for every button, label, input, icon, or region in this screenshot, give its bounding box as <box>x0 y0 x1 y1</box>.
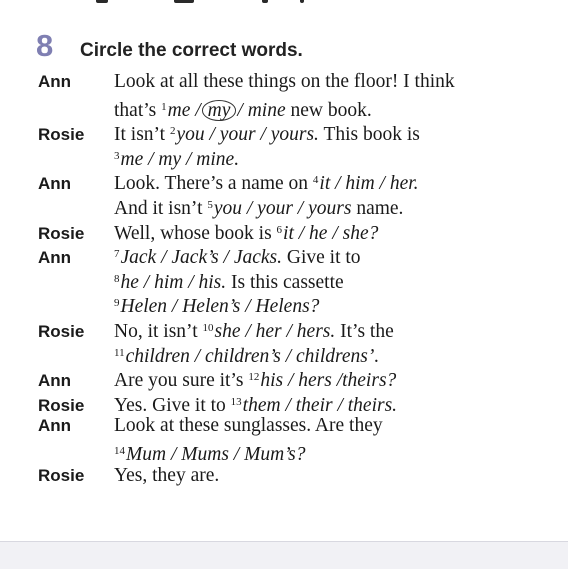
text-segment: Yes. Give it to <box>114 394 231 416</box>
answer-options: children / children’s / childrens’. <box>125 345 380 367</box>
dialogue-line <box>38 414 558 439</box>
item-number: 9 <box>114 297 120 310</box>
dialogue-line <box>38 439 558 464</box>
dialogue-line <box>38 242 558 267</box>
item-number: 3 <box>114 149 120 162</box>
dialogue-line <box>38 291 558 316</box>
dialogue-line <box>38 70 558 95</box>
exercise-title: Circle the correct words. <box>80 40 303 61</box>
answer-options: me / <box>167 99 201 121</box>
answer-options: it / him / her. <box>319 173 419 195</box>
answer-options: you / your / yours. <box>176 124 319 146</box>
item-number: 2 <box>169 125 176 138</box>
dialogue-line <box>38 95 558 120</box>
text-segment: that’s <box>114 99 162 121</box>
item-number: 11 <box>114 346 125 359</box>
dialogue-line <box>38 168 558 193</box>
item-number: 8 <box>114 272 120 285</box>
dialogue-line <box>38 218 558 243</box>
item-number: 7 <box>114 248 120 261</box>
dialogue <box>38 70 558 488</box>
speaker-name: Ann <box>38 174 72 194</box>
speaker-name: Ann <box>38 371 72 391</box>
dialogue-line <box>38 390 558 415</box>
text-segment: Look at these sunglasses. Are they <box>114 415 383 437</box>
exercise-header <box>36 28 303 64</box>
previous-section-edge <box>0 0 568 6</box>
dialogue-line <box>38 267 558 292</box>
item-number: 14 <box>114 444 125 457</box>
item-number: 5 <box>207 198 213 211</box>
item-number: 12 <box>248 371 260 384</box>
answer-options: Helen / Helen’s / Helens? <box>120 296 320 318</box>
answer-options: Mum / Mums / Mum’s? <box>126 443 306 465</box>
answer-options: his / hers /theirs? <box>260 370 397 392</box>
dialogue-line <box>38 119 558 144</box>
item-number: 6 <box>276 223 283 236</box>
dialogue-line <box>38 365 558 390</box>
dialogue-line <box>38 193 558 218</box>
answer-options: / mine <box>237 99 286 121</box>
text-segment: And it isn’t <box>114 197 208 219</box>
speaker-name: Rosie <box>38 125 85 145</box>
line-text <box>114 70 455 95</box>
answer-options: you / your / yours <box>213 197 352 219</box>
speaker-name: Rosie <box>38 321 85 341</box>
answer-options: he / him / his. <box>120 271 227 293</box>
dialogue-line <box>38 316 558 341</box>
dialogue-line <box>38 341 558 366</box>
text-segment: Give it to <box>282 247 361 269</box>
answer-options: she / her / hers. <box>214 320 336 342</box>
speaker-name: Rosie <box>38 223 85 243</box>
text-segment: This book is <box>318 124 420 146</box>
text-segment: Look at all these things on the floor! I think <box>114 71 455 92</box>
answer-options: me / my / mine. <box>120 148 240 170</box>
text-segment: No, it isn’t <box>114 320 203 342</box>
exercise-number: 8 <box>36 28 54 63</box>
text-segment: new book. <box>285 99 372 121</box>
text-segment: Are you sure it’s <box>114 370 249 392</box>
text-segment: name. <box>351 197 404 219</box>
text-segment: Yes, they are. <box>114 464 220 486</box>
answer-options: it / he / she? <box>283 222 379 244</box>
answer-options: them / their / theirs. <box>242 394 398 416</box>
text-segment: Look. There’s a name on <box>114 173 313 195</box>
item-number: 4 <box>312 174 319 187</box>
text-segment: Is this cassette <box>226 271 344 293</box>
item-number: 1 <box>161 100 167 113</box>
line-text <box>114 414 383 439</box>
text-segment: It’s the <box>335 320 394 342</box>
text-segment: It isn’t <box>114 124 170 146</box>
answer-options: Jack / Jack’s / Jacks. <box>120 247 283 269</box>
circled-answer: my <box>202 100 237 121</box>
page-footer-band <box>0 541 568 569</box>
item-number: 13 <box>230 395 242 408</box>
speaker-name: Rosie <box>38 395 85 415</box>
text-segment: Well, whose book is <box>114 222 277 244</box>
item-number: 10 <box>202 321 214 334</box>
speaker-name: Ann <box>38 248 72 268</box>
speaker-name: Ann <box>38 416 72 436</box>
line-text <box>114 464 219 489</box>
speaker-name: Rosie <box>38 465 85 485</box>
speaker-name: Ann <box>38 72 72 91</box>
